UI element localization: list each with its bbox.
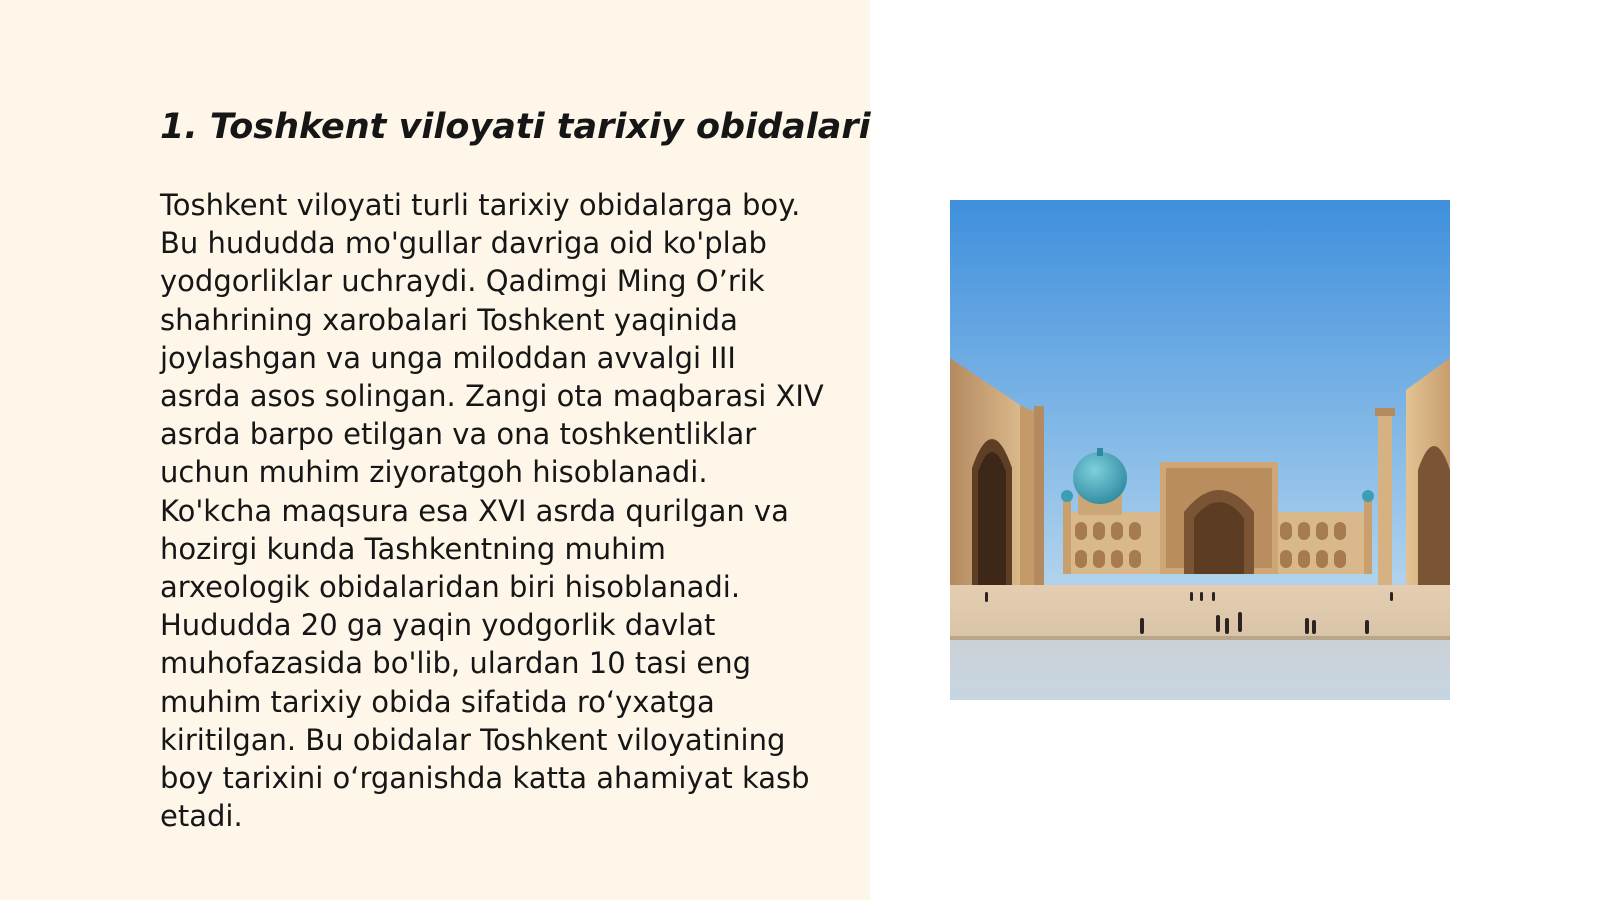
body-line: Toshkent viloyati turli tarixiy obidalarga boy. <box>160 188 801 222</box>
body-line: Bu hududda mo'gullar davriga oid ko'plab <box>160 226 767 261</box>
body-line: muhim tarixiy obida sifatida ro‘yxatga <box>160 684 715 719</box>
body-line: asrda barpo etilgan va ona toshkentliklar <box>160 417 757 452</box>
slide-body <box>160 186 850 835</box>
body-line: arxeologik obidalaridan biri hisoblanadi. <box>160 570 741 605</box>
body-line: shahrining xarobalari Toshkent yaqinida <box>160 302 738 337</box>
slide-title: 1. Toshkent viloyati tarixiy obidalari <box>160 107 871 147</box>
body-line: kiritilgan. Bu obidalar Toshkent viloyatining <box>160 722 786 757</box>
registan-photo <box>950 200 1450 700</box>
body-line: hozirgi kunda Tashkentning muhim <box>160 531 666 566</box>
body-line: joylashgan va unga miloddan avvalgi III <box>160 340 736 375</box>
body-line: boy tarixini o‘rganishda katta ahamiyat kasb <box>160 761 810 796</box>
body-line: yodgorliklar uchraydi. Qadimgi Ming O’rik <box>160 264 765 299</box>
body-line: etadi. <box>160 799 243 834</box>
body-line: asrda asos solingan. Zangi ota maqbarasi XIV <box>160 379 824 414</box>
body-line: Ko'kcha maqsura esa XVI asrda qurilgan va <box>160 493 789 528</box>
body-line: Hududda 20 ga yaqin yodgorlik davlat <box>160 608 716 643</box>
body-line: muhofazasida bo'lib, ulardan 10 tasi eng <box>160 646 752 681</box>
body-line: uchun muhim ziyoratgoh hisoblanadi. <box>160 455 708 490</box>
